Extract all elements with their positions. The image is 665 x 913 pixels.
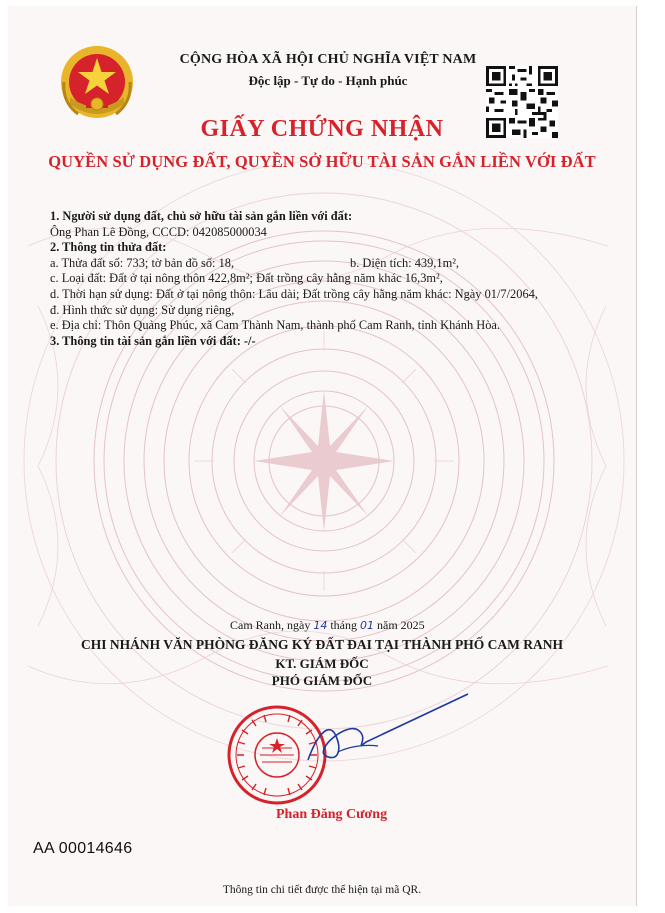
parcel-number-area-row [50,256,610,272]
certificate-title: GIẤY CHỨNG NHẬN [200,116,444,142]
date-year: năm 2025 [377,618,425,632]
section-2-heading: 2. Thông tin thửa đất: [50,240,167,255]
parcel-area: b. Diện tích: 439,1m², [350,255,460,270]
owner-line: Ông Phan Lê Đồng, CCCD: 042085000034 [50,224,267,239]
section-1-heading: 1. Người sử dụng đất, chủ sở hữu tài sản gắn liền với đất: [50,209,353,223]
parcel-address: e. Địa chỉ: Thôn Quảng Phúc, xã Cam Thành Nam, thành phố Cam Ranh, tỉnh Khánh Hòa. [50,318,501,333]
section-3-heading: 3. Thông tin tài sản gắn liền với đất: -/- [50,333,256,348]
national-title: CỘNG HÒA XÃ HỘI CHỦ NGHĨA VIỆT NAM [179,52,477,67]
qr-footer-note: Thông tin chi tiết được thể hiện tại mã QR. [222,884,422,896]
date-month-label: tháng [330,618,357,632]
authority-kt: KT. GIÁM ĐỐC [275,656,369,671]
date-day: 14 [313,619,328,632]
usage-form: đ. Hình thức sử dụng: Sử dụng riêng, [50,302,235,317]
date-month: 01 [360,619,374,632]
signer-name: Phan Đăng Cương [276,807,388,822]
parcel-number: a. Thửa đất số: 733; tờ bản đồ số: 18, [50,255,235,270]
certificate-subtitle: QUYỀN SỬ DỤNG ĐẤT, QUYỀN SỞ HỮU TÀI SẢN GẮN LIỀN VỚI ĐẤT [48,152,596,171]
certificate-page [8,6,637,906]
signature-icon [278,692,478,772]
national-emblem-icon [58,42,136,126]
deputy-director-title: PHÓ GIÁM ĐỐC [271,673,373,688]
issuing-branch: CHI NHÁNH VĂN PHÒNG ĐĂNG KÝ ĐẤT ĐAI TẠI THÀNH PHỐ CAM RANH [80,637,564,652]
date-prefix: Cam Ranh, ngày [230,618,311,632]
signing-date [230,618,490,633]
land-type: c. Loại đất: Đất ở tại nông thôn 422,8m²; Đất trồng cây hằng năm khác 16,3m², [50,271,443,286]
usage-term: d. Thời hạn sử dụng: Đất ở tại nông thôn: Lâu dài; Đất trồng cây hằng năm khác: Ngày 01/7/2064, [50,286,538,301]
certificate-body [50,209,610,349]
national-motto: Độc lập - Tự do - Hạnh phúc [248,73,408,88]
serial-number: AA 00014646 [33,840,133,857]
